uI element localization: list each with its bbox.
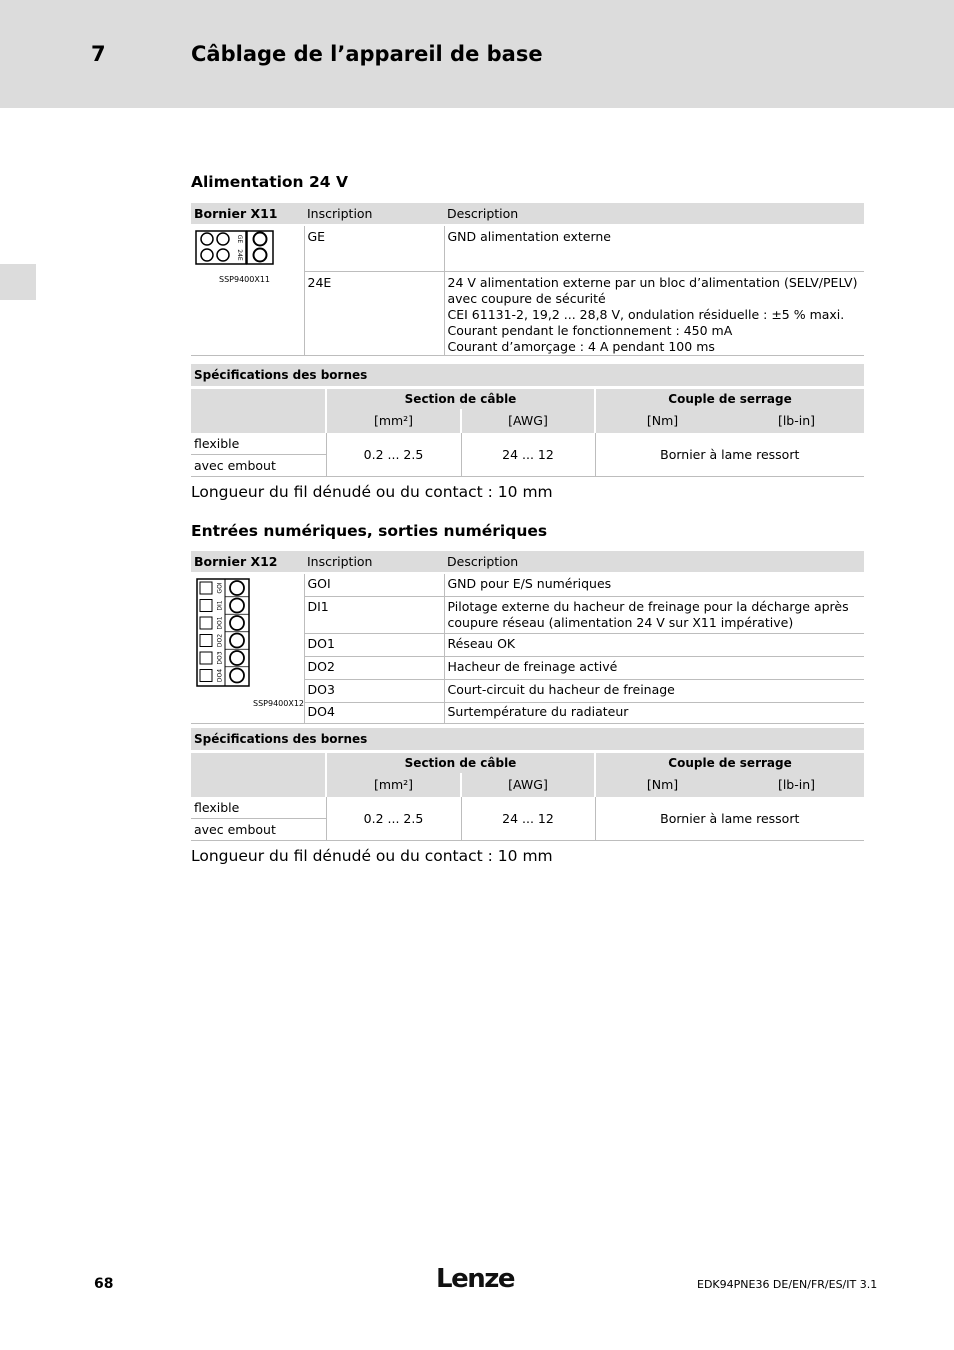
side-tab-marker — [0, 264, 36, 300]
pin-label: DO4 — [216, 668, 224, 683]
spec-table-x12 — [191, 728, 864, 841]
unit-nm: [Nm] — [595, 773, 729, 797]
unit-lbin: [lb-in] — [729, 409, 864, 433]
row-label-ferrule: avec embout — [191, 455, 326, 477]
strip-length-note: Longueur du fil dénudé ou du contact : 10 mm — [191, 483, 553, 501]
description-cell: Réseau OK — [444, 634, 864, 657]
description-cell: Surtempérature du radiateur — [444, 703, 864, 724]
document-id: EDK94PNE36 DE/EN/FR/ES/IT 3.1 — [697, 1278, 878, 1291]
spec-table-title: Spécifications des bornes — [191, 364, 864, 386]
value-awg: 24 ... 12 — [461, 433, 595, 477]
svg-text:Lenze: Lenze — [436, 1264, 514, 1292]
inscription-cell: 24E — [304, 272, 444, 356]
unit-awg: [AWG] — [461, 409, 595, 433]
value-awg: 24 ... 12 — [461, 797, 595, 841]
terminal-table-x11 — [191, 203, 864, 356]
inscription-cell: DO2 — [304, 657, 444, 680]
col-header-inscription: Inscription — [304, 551, 444, 573]
section-title-digital-io: Entrées numériques, sorties numériques — [191, 522, 548, 540]
description-cell: GND pour E/S numériques — [444, 573, 864, 597]
spec-corner — [191, 753, 326, 797]
value-torque: Bornier à lame ressort — [595, 797, 864, 841]
chapter-header — [0, 0, 954, 108]
value-torque: Bornier à lame ressort — [595, 433, 864, 477]
inscription-cell: GOI — [304, 573, 444, 597]
spec-table-title: Spécifications des bornes — [191, 728, 864, 750]
description-cell: 24 V alimentation externe par un bloc d’alimentation (SELV/PELV) avec coupure de sécurité CEI 61131-2, 19,2 ... 28,8 V, ondulation résiduelle : ±5 % maxi. Courant pendant le fonctionnement : 450 mA Courant d’amorçage : 4 A pendant 100 ms — [444, 272, 864, 356]
inscription-cell: DO4 — [304, 703, 444, 724]
group-torque: Couple de serrage — [595, 753, 864, 773]
lenze-logo — [436, 1262, 516, 1296]
terminal-image-x12 — [191, 573, 304, 724]
svg-text:24E: 24E — [236, 249, 243, 261]
inscription-cell: DO3 — [304, 680, 444, 703]
unit-awg: [AWG] — [461, 773, 595, 797]
description-cell: Court-circuit du hacheur de freinage — [444, 680, 864, 703]
inscription-cell: DO1 — [304, 634, 444, 657]
pin-label: DI1 — [216, 600, 224, 611]
row-label-ferrule: avec embout — [191, 819, 326, 841]
chapter-number: 7 — [91, 42, 106, 66]
description-cell: Hacheur de freinage activé — [444, 657, 864, 680]
row-label-flexible: flexible — [191, 433, 326, 455]
description-cell: GND alimentation externe — [444, 225, 864, 272]
unit-mm2: [mm²] — [326, 773, 461, 797]
pin-label: DO2 — [216, 633, 224, 648]
inscription-cell: DI1 — [304, 597, 444, 634]
strip-length-note: Longueur du fil dénudé ou du contact : 10 mm — [191, 847, 553, 865]
col-header-terminal: Bornier X11 — [191, 203, 304, 225]
col-header-terminal: Bornier X12 — [191, 551, 304, 573]
terminal-x12-diagram — [195, 578, 255, 690]
section-title-power: Alimentation 24 V — [191, 173, 348, 191]
terminal-table-x12 — [191, 551, 864, 724]
svg-text:GE: GE — [236, 234, 243, 244]
col-header-description: Description — [444, 203, 864, 225]
col-header-description: Description — [444, 551, 864, 573]
unit-nm: [Nm] — [595, 409, 729, 433]
page-number: 68 — [94, 1276, 114, 1292]
pin-label: DO3 — [216, 651, 224, 665]
pin-label: GOI — [216, 582, 224, 594]
image-caption: SSP9400X11 — [219, 275, 270, 284]
image-caption: SSP9400X12 — [253, 699, 304, 708]
col-header-inscription: Inscription — [304, 203, 444, 225]
value-mm2: 0.2 ... 2.5 — [326, 433, 461, 477]
terminal-image-x11 — [191, 225, 304, 356]
spec-corner — [191, 389, 326, 433]
unit-mm2: [mm²] — [326, 409, 461, 433]
row-label-flexible: flexible — [191, 797, 326, 819]
terminal-x11-diagram — [195, 230, 279, 270]
group-cable-section: Section de câble — [326, 389, 595, 409]
spec-table-x11 — [191, 364, 864, 477]
pin-label: DO1 — [216, 616, 224, 630]
chapter-title: Câblage de l’appareil de base — [191, 42, 543, 66]
group-torque: Couple de serrage — [595, 389, 864, 409]
inscription-cell: GE — [304, 225, 444, 272]
group-cable-section: Section de câble — [326, 753, 595, 773]
description-cell: Pilotage externe du hacheur de freinage pour la décharge après coupure réseau (alimentation 24 V sur X11 impérative) — [444, 597, 864, 634]
value-mm2: 0.2 ... 2.5 — [326, 797, 461, 841]
unit-lbin: [lb-in] — [729, 773, 864, 797]
